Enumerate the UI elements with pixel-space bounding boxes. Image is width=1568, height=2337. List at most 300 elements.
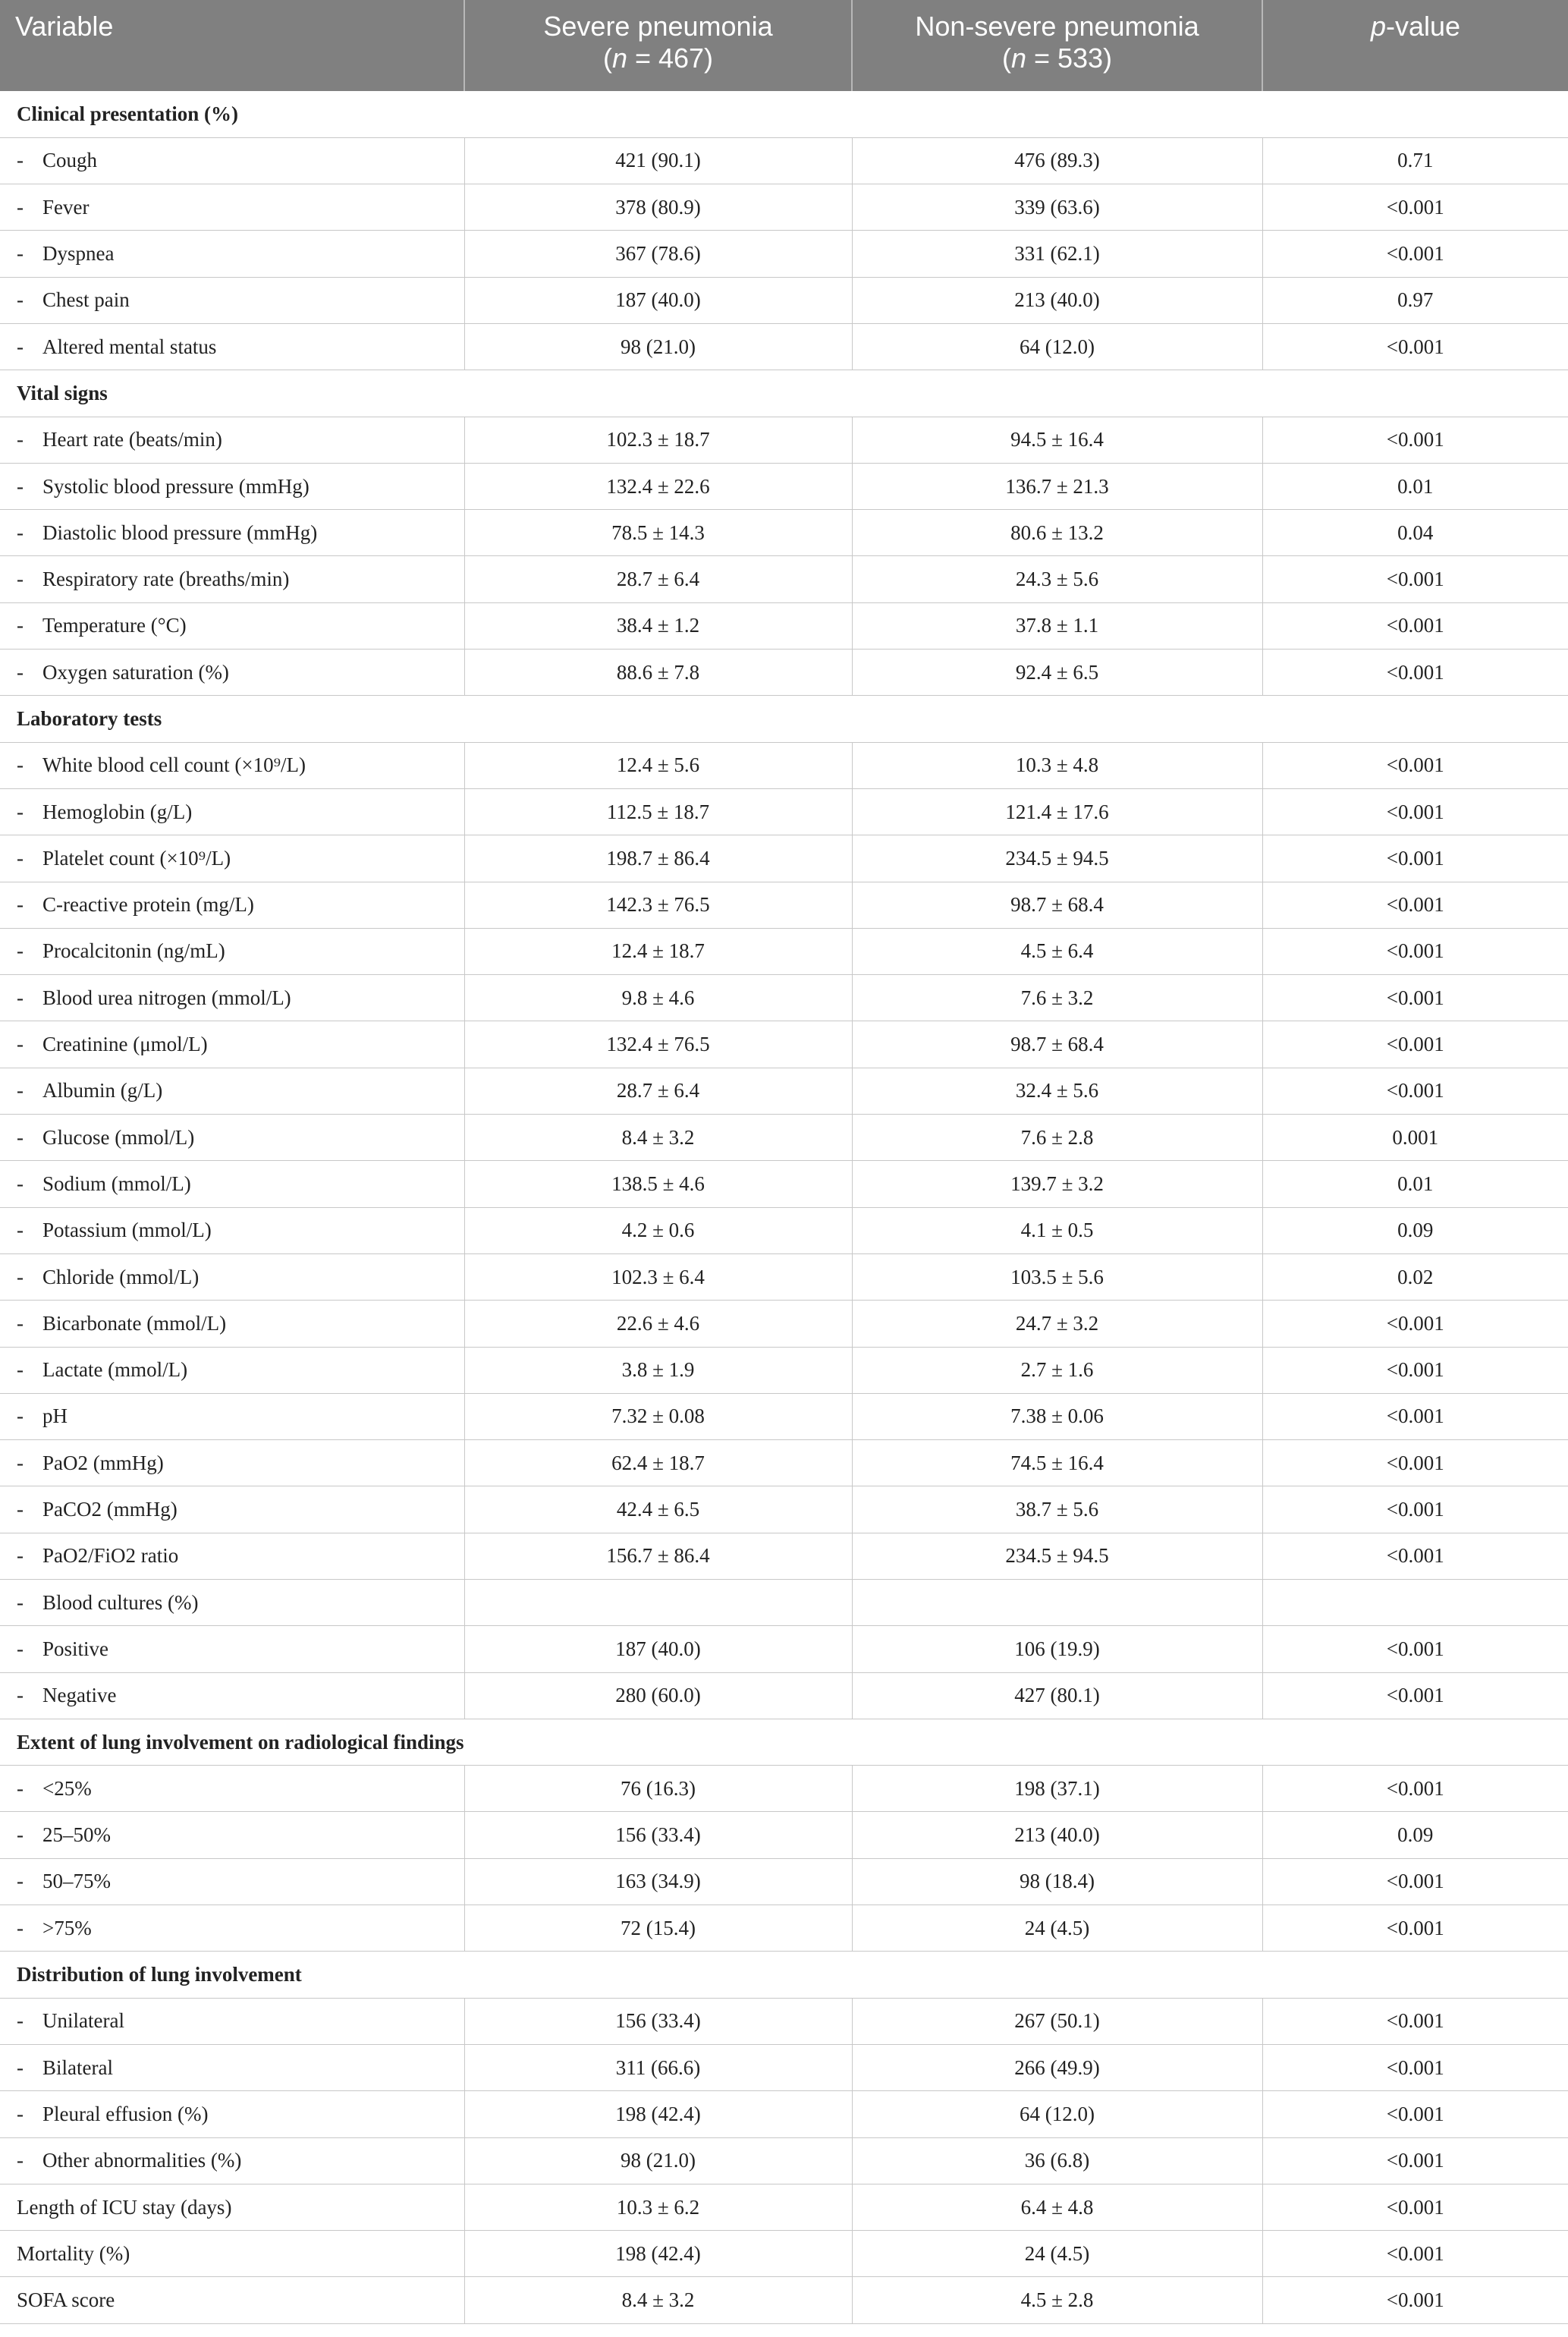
section-label: Extent of lung involvement on radiological findings <box>0 1719 1568 1765</box>
severe-value-cell: 98 (21.0) <box>464 2137 852 2184</box>
dash-marker: - <box>17 428 24 451</box>
severe-value-cell: 163 (34.9) <box>464 1858 852 1905</box>
table-row <box>0 1161 1568 1207</box>
table-row <box>0 1580 1568 1626</box>
nonsevere-value-cell: 98.7 ± 68.4 <box>852 882 1262 928</box>
header-nonsevere: Non-severe pneumonia (n = 533) <box>852 0 1262 91</box>
dash-marker: - <box>17 1125 24 1149</box>
nonsevere-value-cell: 98 (18.4) <box>852 1858 1262 1905</box>
table-row <box>0 463 1568 509</box>
variable-cell <box>0 137 464 184</box>
variable-label: Platelet count (×10⁹/L) <box>42 846 231 870</box>
variable-label: Chloride (mmol/L) <box>42 1265 200 1288</box>
nonsevere-value-cell: 24.3 ± 5.6 <box>852 556 1262 602</box>
table-row <box>0 1672 1568 1719</box>
table-row <box>0 1253 1568 1300</box>
severe-value-cell: 198 (42.4) <box>464 2091 852 2137</box>
dash-marker: - <box>17 800 24 823</box>
severe-value-cell: 10.3 ± 6.2 <box>464 2184 852 2230</box>
variable-label: Sodium (mmol/L) <box>42 1172 191 1195</box>
nonsevere-value-cell: 6.4 ± 4.8 <box>852 2184 1262 2230</box>
table-row <box>0 1347 1568 1393</box>
p-value-cell <box>1262 1580 1568 1626</box>
dash-marker: - <box>17 1776 24 1800</box>
table-row <box>0 277 1568 323</box>
nonsevere-value-cell: 37.8 ± 1.1 <box>852 602 1262 649</box>
variable-cell <box>0 1580 464 1626</box>
variable-cell <box>0 277 464 323</box>
dash-marker: - <box>17 1033 24 1056</box>
table-row <box>0 1068 1568 1114</box>
table-row <box>0 650 1568 696</box>
p-value-cell: <0.001 <box>1262 1393 1568 1439</box>
nonsevere-value-cell: 339 (63.6) <box>852 184 1262 231</box>
variable-label: Procalcitonin (ng/mL) <box>42 939 225 963</box>
variable-cell <box>0 1672 464 1719</box>
nonsevere-value-cell: 92.4 ± 6.5 <box>852 650 1262 696</box>
table-row <box>0 1207 1568 1253</box>
severe-value-cell <box>464 1580 852 1626</box>
variable-label: Chest pain <box>42 288 130 312</box>
severe-value-cell: 138.5 ± 4.6 <box>464 1161 852 1207</box>
variable-cell <box>0 1115 464 1161</box>
section-row <box>0 370 1568 417</box>
variable-label: Other abnormalities (%) <box>42 2149 242 2172</box>
dash-marker: - <box>17 2102 24 2125</box>
table-row <box>0 1440 1568 1486</box>
p-value-cell: <0.001 <box>1262 1766 1568 1812</box>
nonsevere-value-cell: 476 (89.3) <box>852 137 1262 184</box>
table-row <box>0 975 1568 1021</box>
nonsevere-value-cell: 139.7 ± 3.2 <box>852 1161 1262 1207</box>
table-row <box>0 417 1568 463</box>
p-value-cell: <0.001 <box>1262 975 1568 1021</box>
variable-label: Blood cultures (%) <box>42 1590 199 1614</box>
section-label: Distribution of lung involvement <box>0 1952 1568 1998</box>
dash-marker: - <box>17 1265 24 1288</box>
variable-cell <box>0 1533 464 1579</box>
section-label: Clinical presentation (%) <box>0 91 1568 137</box>
nonsevere-value-cell: 10.3 ± 4.8 <box>852 742 1262 788</box>
variable-cell <box>0 2137 464 2184</box>
nonsevere-value-cell: 64 (12.0) <box>852 323 1262 370</box>
variable-label: pH <box>42 1404 68 1428</box>
variable-cell <box>0 788 464 835</box>
p-value-cell: <0.001 <box>1262 1440 1568 1486</box>
severe-value-cell: 38.4 ± 1.2 <box>464 602 852 649</box>
variable-label: SOFA score <box>17 2288 115 2312</box>
nonsevere-value-cell: 266 (49.9) <box>852 2044 1262 2090</box>
dash-marker: - <box>17 1311 24 1335</box>
variable-label: PaO2 (mmHg) <box>42 1451 164 1474</box>
variable-cell <box>0 1393 464 1439</box>
nonsevere-value-cell: 121.4 ± 17.6 <box>852 788 1262 835</box>
dash-marker: - <box>17 521 24 544</box>
variable-cell <box>0 928 464 974</box>
dash-marker: - <box>17 1219 24 1242</box>
p-value-cell: <0.001 <box>1262 417 1568 463</box>
nonsevere-value-cell: 106 (19.9) <box>852 1626 1262 1672</box>
nonsevere-value-cell: 7.38 ± 0.06 <box>852 1393 1262 1439</box>
severe-value-cell: 98 (21.0) <box>464 323 852 370</box>
table-header <box>0 0 1568 91</box>
variable-cell <box>0 742 464 788</box>
section-label: Laboratory tests <box>0 696 1568 742</box>
severe-value-cell: 187 (40.0) <box>464 277 852 323</box>
nonsevere-value-cell: 427 (80.1) <box>852 1672 1262 1719</box>
dash-marker: - <box>17 288 24 312</box>
variable-cell <box>0 231 464 277</box>
p-value-cell: <0.001 <box>1262 2091 1568 2137</box>
table-row <box>0 1905 1568 1952</box>
severe-value-cell: 102.3 ± 6.4 <box>464 1253 852 1300</box>
table-row <box>0 2184 1568 2230</box>
variable-label: Lactate (mmol/L) <box>42 1358 188 1382</box>
p-value-cell: <0.001 <box>1262 1672 1568 1719</box>
p-value-cell: <0.001 <box>1262 1533 1568 1579</box>
severe-value-cell: 132.4 ± 76.5 <box>464 1021 852 1068</box>
nonsevere-value-cell: 198 (37.1) <box>852 1766 1262 1812</box>
dash-marker: - <box>17 1498 24 1521</box>
p-value-cell: <0.001 <box>1262 1301 1568 1347</box>
p-value-cell: <0.001 <box>1262 323 1568 370</box>
table-row <box>0 137 1568 184</box>
table-row <box>0 602 1568 649</box>
severe-value-cell: 62.4 ± 18.7 <box>464 1440 852 1486</box>
variable-label: Diastolic blood pressure (mmHg) <box>42 521 318 544</box>
p-value-cell: <0.001 <box>1262 2184 1568 2230</box>
severe-value-cell: 9.8 ± 4.6 <box>464 975 852 1021</box>
p-value-cell: <0.001 <box>1262 556 1568 602</box>
variable-cell <box>0 1347 464 1393</box>
table-row <box>0 1766 1568 1812</box>
p-value-cell: 0.97 <box>1262 277 1568 323</box>
severe-value-cell: 88.6 ± 7.8 <box>464 650 852 696</box>
severe-value-cell: 12.4 ± 18.7 <box>464 928 852 974</box>
table-row <box>0 510 1568 556</box>
variable-label: Albumin (g/L) <box>42 1079 163 1102</box>
p-value-cell: <0.001 <box>1262 928 1568 974</box>
dash-marker: - <box>17 242 24 266</box>
nonsevere-value-cell: 80.6 ± 13.2 <box>852 510 1262 556</box>
nonsevere-value-cell: 94.5 ± 16.4 <box>852 417 1262 463</box>
variable-label: Temperature (°C) <box>42 614 187 637</box>
severe-value-cell: 12.4 ± 5.6 <box>464 742 852 788</box>
nonsevere-value-cell: 4.1 ± 0.5 <box>852 1207 1262 1253</box>
nonsevere-value-cell: 4.5 ± 6.4 <box>852 928 1262 974</box>
variable-cell <box>0 2184 464 2230</box>
severe-value-cell: 78.5 ± 14.3 <box>464 510 852 556</box>
nonsevere-value-cell: 213 (40.0) <box>852 277 1262 323</box>
dash-marker: - <box>17 335 24 358</box>
variable-label: <25% <box>42 1776 92 1800</box>
severe-value-cell: 132.4 ± 22.6 <box>464 463 852 509</box>
dash-marker: - <box>17 149 24 172</box>
nonsevere-value-cell: 234.5 ± 94.5 <box>852 835 1262 882</box>
table-row <box>0 2091 1568 2137</box>
p-value-cell: 0.71 <box>1262 137 1568 184</box>
variable-cell <box>0 1766 464 1812</box>
p-value-cell: <0.001 <box>1262 2044 1568 2090</box>
severe-value-cell: 28.7 ± 6.4 <box>464 556 852 602</box>
nonsevere-value-cell: 36 (6.8) <box>852 2137 1262 2184</box>
variable-cell <box>0 2044 464 2090</box>
variable-cell <box>0 1301 464 1347</box>
variable-cell <box>0 1021 464 1068</box>
nonsevere-value-cell: 64 (12.0) <box>852 2091 1262 2137</box>
severe-value-cell: 156 (33.4) <box>464 1998 852 2044</box>
variable-cell <box>0 1626 464 1672</box>
table-row <box>0 835 1568 882</box>
variable-cell <box>0 2091 464 2137</box>
section-label: Vital signs <box>0 370 1568 417</box>
severe-value-cell: 8.4 ± 3.2 <box>464 1115 852 1161</box>
variable-cell <box>0 1812 464 1858</box>
variable-cell <box>0 650 464 696</box>
severe-value-cell: 42.4 ± 6.5 <box>464 1486 852 1533</box>
variable-label: Bilateral <box>42 2055 113 2079</box>
nonsevere-value-cell: 234.5 ± 94.5 <box>852 1533 1262 1579</box>
severe-value-cell: 187 (40.0) <box>464 1626 852 1672</box>
severe-value-cell: 421 (90.1) <box>464 137 852 184</box>
variable-label: Fever <box>42 195 90 219</box>
variable-label: Respiratory rate (breaths/min) <box>42 568 290 591</box>
nonsevere-value-cell: 38.7 ± 5.6 <box>852 1486 1262 1533</box>
variable-label: PaCO2 (mmHg) <box>42 1498 178 1521</box>
dash-marker: - <box>17 893 24 917</box>
p-value-cell: <0.001 <box>1262 742 1568 788</box>
nonsevere-value-cell: 24 (4.5) <box>852 1905 1262 1952</box>
dash-marker: - <box>17 1590 24 1614</box>
variable-label: C-reactive protein (mg/L) <box>42 893 254 917</box>
severe-value-cell: 198.7 ± 86.4 <box>464 835 852 882</box>
p-value-cell: <0.001 <box>1262 2231 1568 2277</box>
table-row <box>0 1393 1568 1439</box>
dash-marker: - <box>17 1637 24 1660</box>
severe-value-cell: 198 (42.4) <box>464 2231 852 2277</box>
nonsevere-value-cell: 213 (40.0) <box>852 1812 1262 1858</box>
p-value-cell: 0.02 <box>1262 1253 1568 1300</box>
variable-label: Bicarbonate (mmol/L) <box>42 1311 227 1335</box>
variable-cell <box>0 417 464 463</box>
table-row <box>0 1115 1568 1161</box>
severe-value-cell: 112.5 ± 18.7 <box>464 788 852 835</box>
table-row <box>0 1812 1568 1858</box>
table-row <box>0 2277 1568 2323</box>
dash-marker: - <box>17 474 24 498</box>
variable-label: Unilateral <box>42 2009 124 2033</box>
p-value-cell: <0.001 <box>1262 231 1568 277</box>
table-row <box>0 1021 1568 1068</box>
table-row <box>0 1998 1568 2044</box>
dash-marker: - <box>17 1172 24 1195</box>
section-row <box>0 1952 1568 1998</box>
variable-cell <box>0 323 464 370</box>
nonsevere-value-cell: 136.7 ± 21.3 <box>852 463 1262 509</box>
p-value-cell: <0.001 <box>1262 788 1568 835</box>
p-value-cell: <0.001 <box>1262 1021 1568 1068</box>
severe-value-cell: 156 (33.4) <box>464 1812 852 1858</box>
dash-marker: - <box>17 846 24 870</box>
variable-cell <box>0 1207 464 1253</box>
header-variable: Variable <box>0 0 464 91</box>
severe-value-cell: 4.2 ± 0.6 <box>464 1207 852 1253</box>
p-value-cell: <0.001 <box>1262 835 1568 882</box>
severe-value-cell: 3.8 ± 1.9 <box>464 1347 852 1393</box>
nonsevere-value-cell: 7.6 ± 3.2 <box>852 975 1262 1021</box>
table-row <box>0 788 1568 835</box>
variable-label: 50–75% <box>42 1870 111 1893</box>
variable-cell <box>0 1858 464 1905</box>
variable-label: Systolic blood pressure (mmHg) <box>42 474 310 498</box>
severe-value-cell: 102.3 ± 18.7 <box>464 417 852 463</box>
dash-marker: - <box>17 1916 24 1939</box>
p-value-cell: <0.001 <box>1262 602 1568 649</box>
dash-marker: - <box>17 939 24 963</box>
variable-cell <box>0 1998 464 2044</box>
dash-marker: - <box>17 568 24 591</box>
dash-marker: - <box>17 1544 24 1568</box>
dash-marker: - <box>17 1823 24 1847</box>
p-value-cell: 0.01 <box>1262 1161 1568 1207</box>
p-value-cell: <0.001 <box>1262 1998 1568 2044</box>
nonsevere-value-cell <box>852 1580 1262 1626</box>
table-body <box>0 91 1568 2323</box>
p-value-cell: <0.001 <box>1262 882 1568 928</box>
p-value-cell: 0.04 <box>1262 510 1568 556</box>
p-value-cell: <0.001 <box>1262 2277 1568 2323</box>
severe-value-cell: 142.3 ± 76.5 <box>464 882 852 928</box>
dash-marker: - <box>17 1079 24 1102</box>
variable-cell <box>0 602 464 649</box>
variable-label: Creatinine (μmol/L) <box>42 1033 208 1056</box>
section-row <box>0 91 1568 137</box>
p-value-cell: <0.001 <box>1262 1858 1568 1905</box>
variable-cell <box>0 510 464 556</box>
nonsevere-value-cell: 7.6 ± 2.8 <box>852 1115 1262 1161</box>
nonsevere-value-cell: 331 (62.1) <box>852 231 1262 277</box>
p-value-cell: <0.001 <box>1262 1068 1568 1114</box>
table-row <box>0 742 1568 788</box>
p-value-cell: <0.001 <box>1262 184 1568 231</box>
variable-label: Mortality (%) <box>17 2241 130 2265</box>
header-severe: Severe pneumonia (n = 467) <box>464 0 852 91</box>
table-row <box>0 2137 1568 2184</box>
severe-value-cell: 28.7 ± 6.4 <box>464 1068 852 1114</box>
nonsevere-value-cell: 2.7 ± 1.6 <box>852 1347 1262 1393</box>
severe-value-cell: 8.4 ± 3.2 <box>464 2277 852 2323</box>
variable-cell <box>0 2277 464 2323</box>
variable-cell <box>0 184 464 231</box>
severe-value-cell: 280 (60.0) <box>464 1672 852 1719</box>
dash-marker: - <box>17 2149 24 2172</box>
nonsevere-value-cell: 98.7 ± 68.4 <box>852 1021 1262 1068</box>
section-row <box>0 696 1568 742</box>
severe-value-cell: 76 (16.3) <box>464 1766 852 1812</box>
nonsevere-value-cell: 103.5 ± 5.6 <box>852 1253 1262 1300</box>
variable-label: Length of ICU stay (days) <box>17 2195 232 2219</box>
variable-cell <box>0 975 464 1021</box>
p-value-cell: 0.09 <box>1262 1207 1568 1253</box>
table-row <box>0 1626 1568 1672</box>
table-row <box>0 1301 1568 1347</box>
table-row <box>0 2044 1568 2090</box>
nonsevere-value-cell: 74.5 ± 16.4 <box>852 1440 1262 1486</box>
variable-cell <box>0 2231 464 2277</box>
dash-marker: - <box>17 1870 24 1893</box>
nonsevere-value-cell: 24.7 ± 3.2 <box>852 1301 1262 1347</box>
variable-label: 25–50% <box>42 1823 111 1847</box>
table-row <box>0 882 1568 928</box>
table-row <box>0 556 1568 602</box>
header-p-value: p-value <box>1262 0 1568 91</box>
dash-marker: - <box>17 614 24 637</box>
p-value-cell: <0.001 <box>1262 1905 1568 1952</box>
variable-cell <box>0 1486 464 1533</box>
p-value-cell: <0.001 <box>1262 2137 1568 2184</box>
variable-label: Blood urea nitrogen (mmol/L) <box>42 986 291 1009</box>
variable-cell <box>0 835 464 882</box>
variable-cell <box>0 1253 464 1300</box>
variable-cell <box>0 1440 464 1486</box>
table-row <box>0 1858 1568 1905</box>
dash-marker: - <box>17 1404 24 1428</box>
severe-value-cell: 311 (66.6) <box>464 2044 852 2090</box>
variable-label: Oxygen saturation (%) <box>42 660 229 684</box>
dash-marker: - <box>17 2055 24 2079</box>
header-row <box>0 0 1568 91</box>
table-row <box>0 231 1568 277</box>
p-value-cell: 0.001 <box>1262 1115 1568 1161</box>
variable-label: Cough <box>42 149 98 172</box>
p-value-cell: 0.09 <box>1262 1812 1568 1858</box>
nonsevere-value-cell: 24 (4.5) <box>852 2231 1262 2277</box>
nonsevere-value-cell: 32.4 ± 5.6 <box>852 1068 1262 1114</box>
variable-cell <box>0 1068 464 1114</box>
table-row <box>0 928 1568 974</box>
severe-value-cell: 156.7 ± 86.4 <box>464 1533 852 1579</box>
variable-cell <box>0 463 464 509</box>
table-row <box>0 323 1568 370</box>
table-row <box>0 1486 1568 1533</box>
severe-value-cell: 378 (80.9) <box>464 184 852 231</box>
dash-marker: - <box>17 986 24 1009</box>
variable-label: PaO2/FiO2 ratio <box>42 1544 179 1568</box>
table-row <box>0 1533 1568 1579</box>
severe-value-cell: 7.32 ± 0.08 <box>464 1393 852 1439</box>
variable-label: Hemoglobin (g/L) <box>42 800 193 823</box>
variable-label: Pleural effusion (%) <box>42 2102 209 2125</box>
table-row <box>0 184 1568 231</box>
nonsevere-value-cell: 267 (50.1) <box>852 1998 1262 2044</box>
section-row <box>0 1719 1568 1765</box>
severe-value-cell: 22.6 ± 4.6 <box>464 1301 852 1347</box>
p-value-cell: <0.001 <box>1262 650 1568 696</box>
p-value-cell: <0.001 <box>1262 1626 1568 1672</box>
variable-label: Negative <box>42 1684 117 1707</box>
variable-label: White blood cell count (×10⁹/L) <box>42 753 306 777</box>
dash-marker: - <box>17 1451 24 1474</box>
p-value-cell: <0.001 <box>1262 1486 1568 1533</box>
nonsevere-value-cell: 4.5 ± 2.8 <box>852 2277 1262 2323</box>
dash-marker: - <box>17 1684 24 1707</box>
table-row <box>0 2231 1568 2277</box>
dash-marker: - <box>17 195 24 219</box>
variable-cell <box>0 1161 464 1207</box>
variable-cell <box>0 1905 464 1952</box>
severe-value-cell: 72 (15.4) <box>464 1905 852 1952</box>
variable-label: Dyspnea <box>42 242 115 266</box>
